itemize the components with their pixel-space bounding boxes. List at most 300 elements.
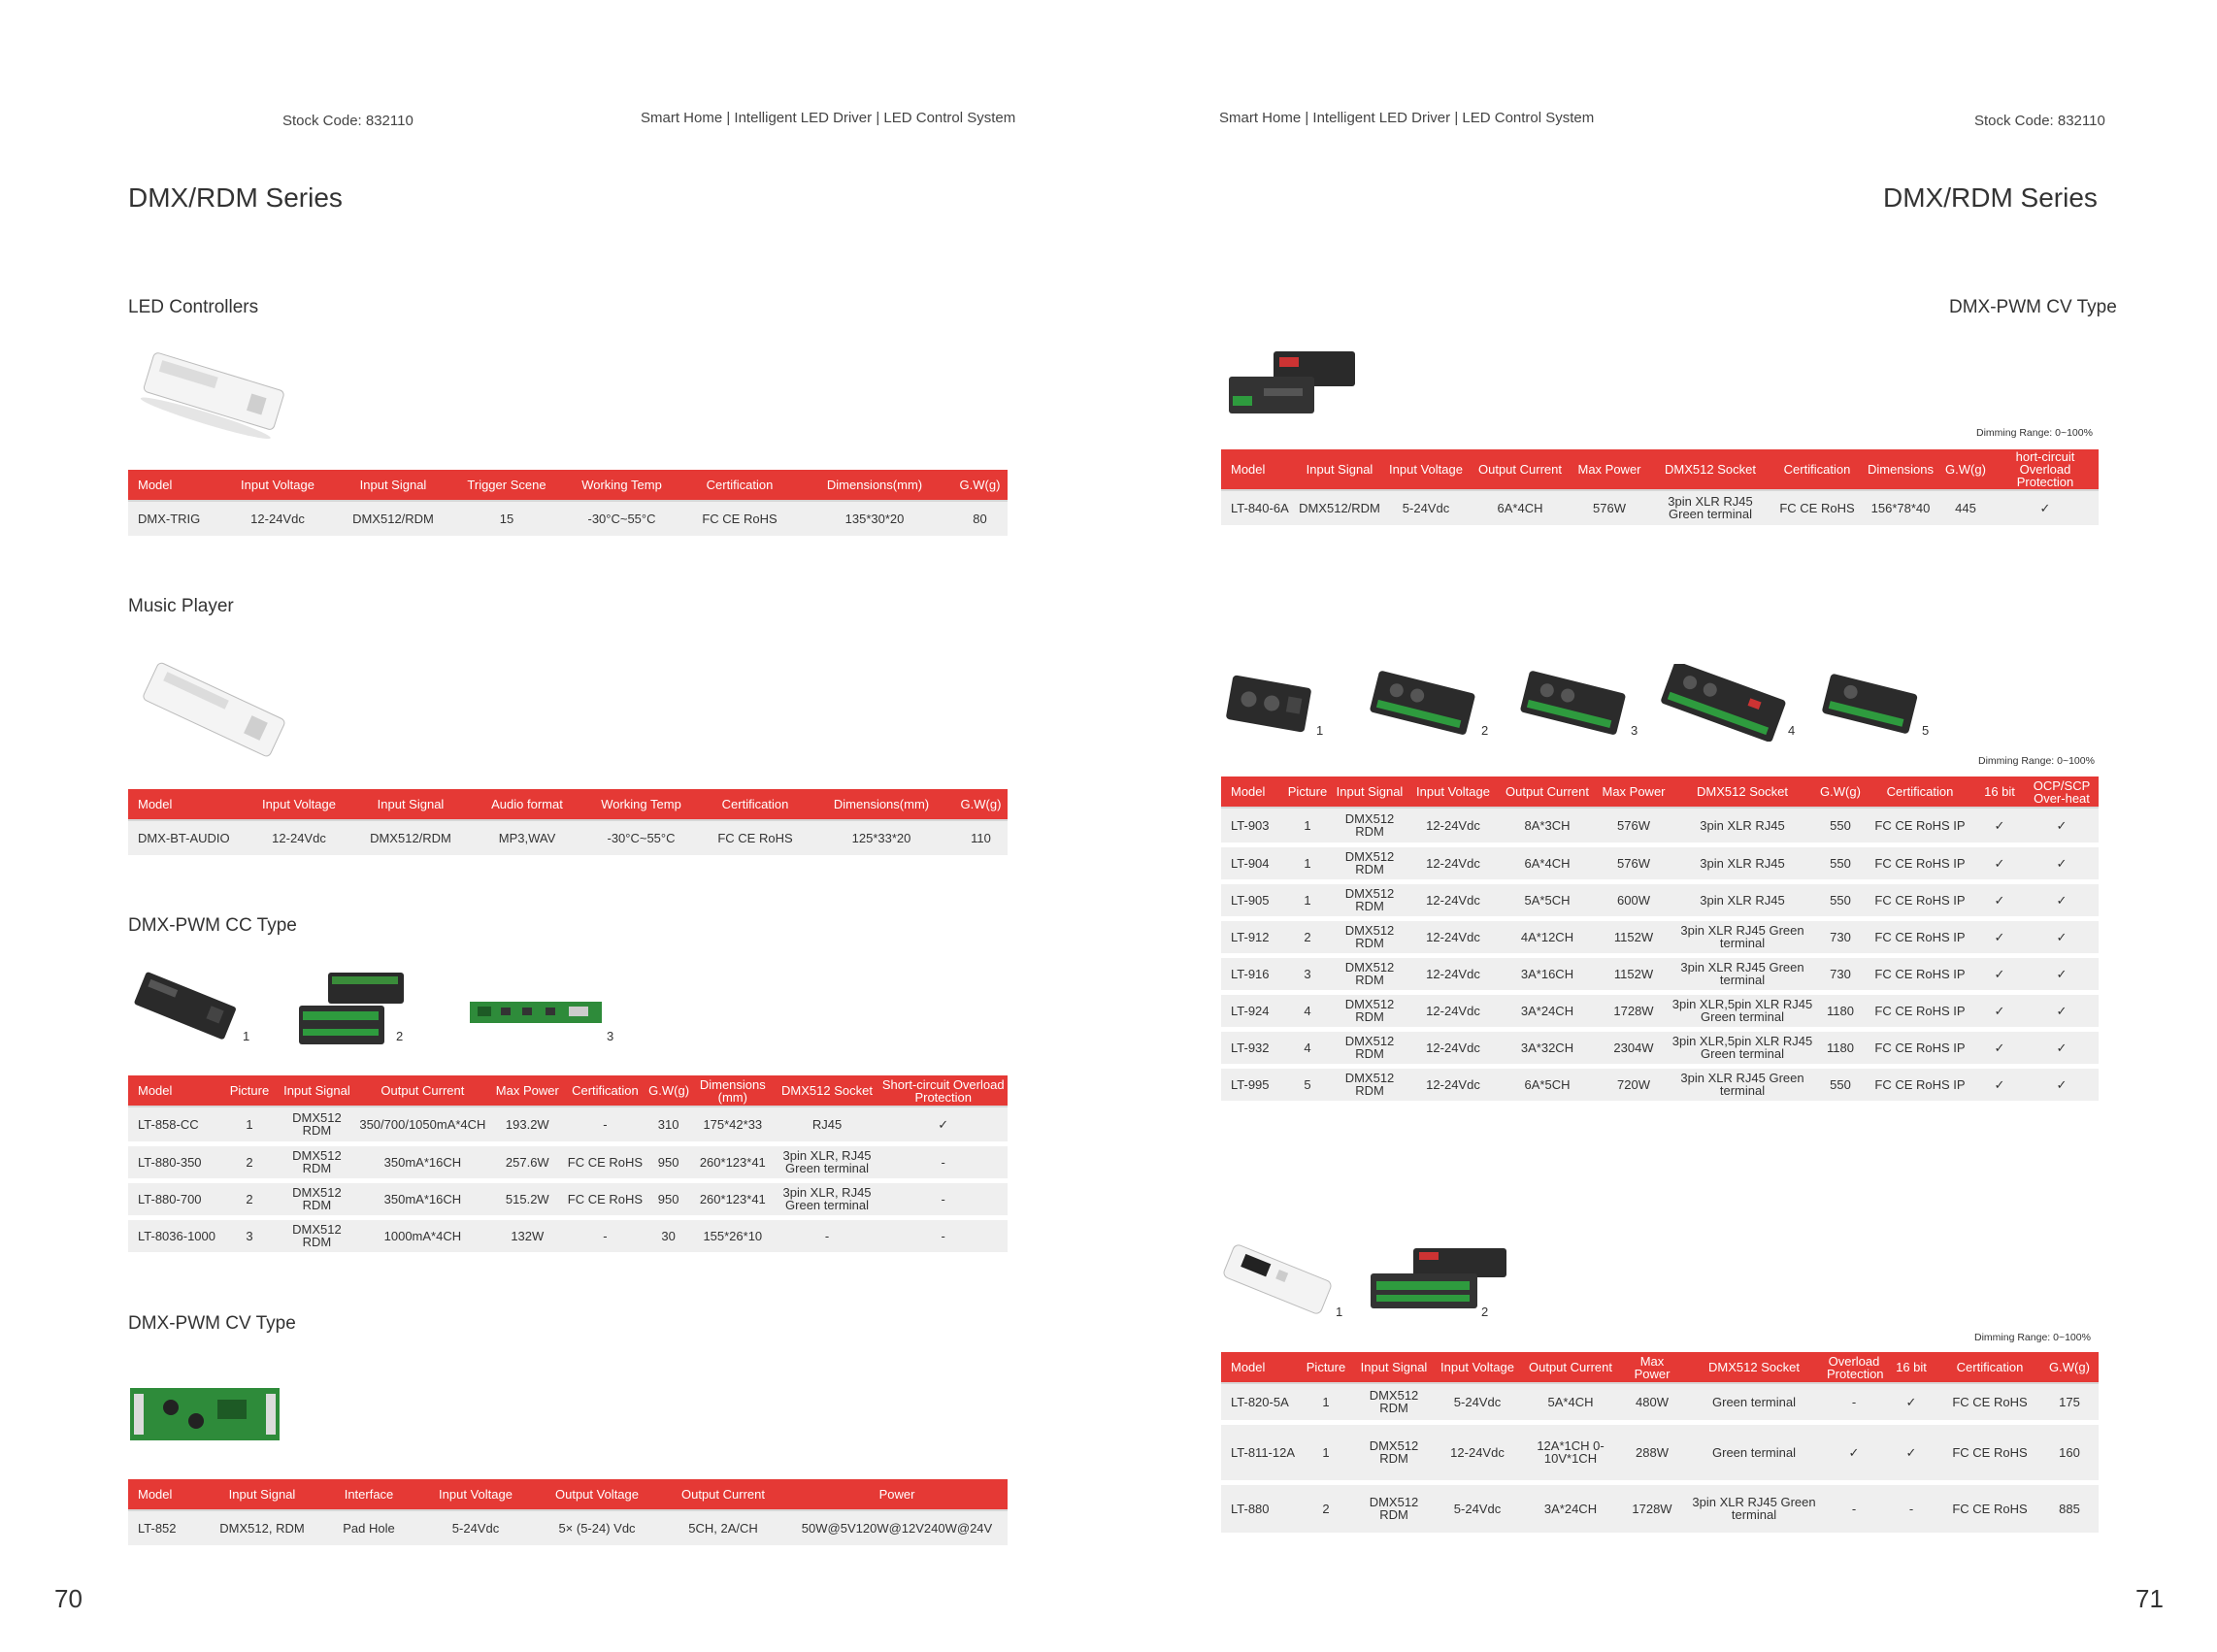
table-cell: 3pin XLR,5pin XLR RJ45 Green terminal [1670, 1029, 1815, 1066]
table-cell: - [776, 1217, 879, 1254]
col-header: Input Voltage [1435, 1352, 1520, 1383]
table-cell: 1180 [1815, 992, 1866, 1029]
table-cell: 175 [2040, 1383, 2099, 1422]
col-header: G.W(g) [1939, 449, 1992, 490]
table-cell: 2 [1299, 1482, 1353, 1535]
table-cell: 5-24Vdc [1435, 1383, 1520, 1422]
table-cell: 6A*5CH [1497, 1066, 1598, 1103]
table-cell: 12-24Vdc [1409, 1029, 1497, 1066]
col-header: Input Voltage [1382, 449, 1470, 490]
table-cell: 12-24Vdc [1409, 1066, 1497, 1103]
col-header: DMX512 Socket [1683, 1352, 1825, 1383]
dimming-range: Dimming Range: 0~100% [1978, 755, 2095, 767]
table-cell: 480W [1621, 1383, 1683, 1422]
picture-label: 2 [1481, 723, 1489, 738]
table-row [1221, 955, 2099, 992]
cc-product-image-1 [131, 967, 238, 1049]
table-cell: 125*33*20 [809, 820, 954, 857]
table-cell: ✓ [1974, 992, 2025, 1029]
table-cell: 4A*12CH [1497, 918, 1598, 955]
col-header: DMX512 Socket [776, 1075, 879, 1107]
table-cell: FC CE RoHS [564, 1143, 646, 1180]
table-cell: DMX512 RDM [1330, 992, 1409, 1029]
table-cell: 2 [219, 1143, 280, 1180]
table-cell: 3pin XLR RJ45 [1670, 844, 1815, 881]
section-title-cv-type: DMX-PWM CV Type [1949, 297, 2117, 317]
table-cell: LT-903 [1221, 808, 1285, 844]
table-cell: 260*123*41 [690, 1143, 776, 1180]
lt-903-product-image [1225, 670, 1312, 738]
col-header: Output Current [354, 1075, 491, 1107]
table-cell: 1 [1285, 881, 1330, 918]
table-cell: 12A*1CH 0-10V*1CH [1520, 1422, 1621, 1482]
table-cell: 1728W [1621, 1482, 1683, 1535]
table-cell: FC CE RoHS [1939, 1383, 2040, 1422]
col-header: Input Voltage [221, 470, 334, 501]
table-cell: 12-24Vdc [1409, 955, 1497, 992]
table-cell: 1 [1299, 1383, 1353, 1422]
table-row [1221, 992, 2099, 1029]
col-header: Output Voltage [534, 1479, 660, 1510]
table-row [1221, 881, 2099, 918]
table-cell: DMX512/RDM [1297, 490, 1382, 527]
table-cell: FC CE RoHS [682, 501, 797, 538]
table-row [128, 1143, 1008, 1180]
table-cell: DMX512 RDM [1353, 1422, 1435, 1482]
table-cell: 730 [1815, 918, 1866, 955]
table-row [128, 1217, 1008, 1254]
table-cell: ✓ [1974, 918, 2025, 955]
nav-led-control-system[interactable]: LED Control System [1462, 110, 1595, 126]
table-cell: 3A*16CH [1497, 955, 1598, 992]
nav-intelligent-led-driver[interactable]: Intelligent LED Driver [734, 110, 873, 126]
table-cell: DMX512 RDM [1330, 881, 1409, 918]
table-cell: 12-24Vdc [1409, 844, 1497, 881]
col-header: Output Current [660, 1479, 786, 1510]
section-title-music-player: Music Player [128, 596, 234, 616]
table-cell: 12-24Vdc [1435, 1422, 1520, 1482]
table-cell: 15 [452, 501, 561, 538]
table-cell: 8A*3CH [1497, 808, 1598, 844]
table-cell: 3pin XLR RJ45 Green terminal [1670, 918, 1815, 955]
section-title-cv-type: DMX-PWM CV Type [128, 1313, 296, 1334]
col-header: Picture [1299, 1352, 1353, 1383]
table-row [1221, 844, 2099, 881]
table-cell: 550 [1815, 1066, 1866, 1103]
lt-880-product-image [1367, 1244, 1512, 1314]
col-header: G.W(g) [646, 1075, 690, 1107]
table-row [1221, 1482, 2099, 1535]
table-cell: ✓ [2025, 881, 2099, 918]
table-cell: FC CE RoHS [1939, 1482, 2040, 1535]
table-cell: 550 [1815, 808, 1866, 844]
section-title-cc-type: DMX-PWM CC Type [128, 915, 297, 936]
col-header: Certification [1866, 776, 1974, 808]
section-title-led-controllers: LED Controllers [128, 297, 259, 317]
table-row [128, 1180, 1008, 1217]
table-cell: DMX512 RDM [1330, 918, 1409, 955]
col-header: Picture [219, 1075, 280, 1107]
col-header: Dimensions (mm) [690, 1075, 776, 1107]
table-cell: LT-811-12A [1221, 1422, 1299, 1482]
table-cell: 576W [1598, 808, 1670, 844]
table-cell: LT-912 [1221, 918, 1285, 955]
table-row [128, 501, 1008, 538]
picture-label: 4 [1788, 723, 1796, 738]
col-header: Output Current [1470, 449, 1571, 490]
table-cell: DMX-BT-AUDIO [128, 820, 250, 857]
table-cell: 3pin XLR, RJ45 Green terminal [776, 1180, 879, 1217]
col-header: DMX512 Socket [1648, 449, 1772, 490]
table-cell: LT-880-700 [128, 1180, 219, 1217]
dimming-range: Dimming Range: 0~100% [1976, 427, 2093, 439]
table-cell: FC CE RoHS [564, 1180, 646, 1217]
col-header: Input Voltage [417, 1479, 534, 1510]
table-cell: 3pin XLR, RJ45 Green terminal [776, 1143, 879, 1180]
table-cell: 12-24Vdc [1409, 992, 1497, 1029]
col-header: Max Power [1571, 449, 1648, 490]
col-header: Working Temp [561, 470, 682, 501]
lt-916-product-image [1519, 670, 1626, 740]
page-number: 70 [54, 1584, 83, 1613]
table-cell: FC CE RoHS IP [1866, 808, 1974, 844]
table-cell: 3 [1285, 955, 1330, 992]
table-cell: 1 [1285, 844, 1330, 881]
picture-label: 2 [396, 1029, 404, 1043]
lt-924-product-image [1660, 664, 1786, 742]
table-cell: DMX512 RDM [1330, 844, 1409, 881]
picture-label: 5 [1922, 723, 1930, 738]
col-header: Certification [682, 470, 797, 501]
table-cell: DMX512 RDM [280, 1107, 354, 1143]
table-cell: RJ45 [776, 1107, 879, 1143]
col-header: Max Power [491, 1075, 564, 1107]
col-header: Working Temp [580, 789, 702, 820]
col-header: Audio format [474, 789, 580, 820]
lt-912-product-image [1369, 670, 1475, 740]
table-row [1221, 918, 2099, 955]
table-cell: 257.6W [491, 1143, 564, 1180]
table-cell: - [1825, 1383, 1883, 1422]
table-cell: 350mA*16CH [354, 1143, 491, 1180]
col-header: G.W(g) [952, 470, 1008, 501]
table-cell: DMX512/RDM [334, 501, 452, 538]
col-header: OCP/SCP Over-heat [2025, 776, 2099, 808]
col-header: Certification [1772, 449, 1862, 490]
col-header: Input Voltage [1409, 776, 1497, 808]
table-cell: - [878, 1143, 1008, 1180]
table-cell: LT-916 [1221, 955, 1285, 992]
page-number: 71 [2135, 1584, 2164, 1613]
table-cell: FC CE RoHS IP [1866, 918, 1974, 955]
col-header: Certification [564, 1075, 646, 1107]
table-cell: 600W [1598, 881, 1670, 918]
table-cell: 730 [1815, 955, 1866, 992]
table-cell: ✓ [1825, 1422, 1883, 1482]
col-header: Input Signal [347, 789, 474, 820]
table-cell: 3 [219, 1217, 280, 1254]
table-cell: 12-24Vdc [1409, 808, 1497, 844]
table-cell: FC CE RoHS IP [1866, 992, 1974, 1029]
table-cell: DMX512 RDM [280, 1180, 354, 1217]
table-cell: Green terminal [1683, 1383, 1825, 1422]
rdm-decoders-table [1221, 776, 2099, 1106]
col-header: Dimensions [1862, 449, 1939, 490]
col-header: Trigger Scene [452, 470, 561, 501]
col-header: Input Signal [204, 1479, 320, 1510]
col-header: Output Current [1497, 776, 1598, 808]
table-cell: 3A*24CH [1520, 1482, 1621, 1535]
cc-product-image-3 [468, 998, 604, 1027]
table-cell: 1 [219, 1107, 280, 1143]
table-cell: LT-924 [1221, 992, 1285, 1029]
header-nav: Smart Home | Intelligent LED Driver | LED Control System [641, 110, 1016, 126]
table-cell: ✓ [2025, 955, 2099, 992]
table-cell: ✓ [2025, 1066, 2099, 1103]
table-cell: 350mA*16CH [354, 1180, 491, 1217]
table-cell: 5A*5CH [1497, 881, 1598, 918]
table-cell: 5-24Vdc [1435, 1482, 1520, 1535]
table-cell: ✓ [1974, 844, 2025, 881]
table-cell: 260*123*41 [690, 1180, 776, 1217]
table-cell: FC CE RoHS IP [1866, 1029, 1974, 1066]
col-header: Power [786, 1479, 1008, 1510]
table-cell: FC CE RoHS IP [1866, 1066, 1974, 1103]
col-header: G.W(g) [2040, 1352, 2099, 1383]
col-header: Model [128, 789, 250, 820]
table-cell: LT-852 [128, 1510, 204, 1547]
table-cell: FC CE RoHS [1772, 490, 1862, 527]
table-cell: LT-840-6A [1221, 490, 1297, 527]
table-cell: 156*78*40 [1862, 490, 1939, 527]
table-cell: 3pin XLR RJ45 Green terminal [1670, 1066, 1815, 1103]
table-cell: 80 [952, 501, 1008, 538]
table-cell: 5 [1285, 1066, 1330, 1103]
table-cell: DMX512 RDM [1330, 955, 1409, 992]
picture-label: 3 [1631, 723, 1638, 738]
table-cell: - [1883, 1482, 1939, 1535]
picture-label: 1 [243, 1029, 250, 1043]
table-cell: LT-820-5A [1221, 1383, 1299, 1422]
table-cell: 1152W [1598, 955, 1670, 992]
table-cell: 12-24Vdc [1409, 918, 1497, 955]
table-cell: 6A*4CH [1470, 490, 1571, 527]
table-cell: DMX512 RDM [1330, 1066, 1409, 1103]
table-cell: 6A*4CH [1497, 844, 1598, 881]
col-header: Model [1221, 449, 1297, 490]
cc-type-table [128, 1075, 1008, 1257]
lt-995-product-image [1821, 670, 1918, 740]
col-header: Model [1221, 1352, 1299, 1383]
table-cell: 350/700/1050mA*4CH [354, 1107, 491, 1143]
col-header: G.W(g) [954, 789, 1008, 820]
table-cell: LT-904 [1221, 844, 1285, 881]
table-cell: LT-8036-1000 [128, 1217, 219, 1254]
table-cell: ✓ [1974, 881, 2025, 918]
table-cell: 445 [1939, 490, 1992, 527]
table-row [1221, 490, 2099, 527]
nav-intelligent-led-driver[interactable]: Intelligent LED Driver [1312, 110, 1451, 126]
cv-type-table-left [128, 1479, 1008, 1550]
table-cell: 885 [2040, 1482, 2099, 1535]
table-cell: DMX512 RDM [1330, 808, 1409, 844]
table-cell: LT-880-350 [128, 1143, 219, 1180]
table-cell: - [1825, 1482, 1883, 1535]
table-cell: 3pin XLR RJ45 Green terminal [1683, 1482, 1825, 1535]
table-cell: 193.2W [491, 1107, 564, 1143]
table-cell: ✓ [878, 1107, 1008, 1143]
table-cell: Green terminal [1683, 1422, 1825, 1482]
table-cell: 175*42*33 [690, 1107, 776, 1143]
col-header: Picture [1285, 776, 1330, 808]
col-header: 16 bit [1974, 776, 2025, 808]
nav-smart-home[interactable]: Smart Home [1219, 110, 1302, 126]
table-cell: 1180 [1815, 1029, 1866, 1066]
col-header: Certification [1939, 1352, 2040, 1383]
table-cell: ✓ [1992, 490, 2099, 527]
table-cell: FC CE RoHS [1939, 1422, 2040, 1482]
table-cell: ✓ [2025, 844, 2099, 881]
table-cell: DMX512 RDM [1353, 1383, 1435, 1422]
table-cell: - [878, 1217, 1008, 1254]
table-cell: 2304W [1598, 1029, 1670, 1066]
table-cell: 720W [1598, 1066, 1670, 1103]
dimming-range: Dimming Range: 0~100% [1974, 1332, 2091, 1343]
nav-smart-home[interactable]: Smart Home [641, 110, 723, 126]
col-header: Input Signal [1353, 1352, 1435, 1383]
table-cell: ✓ [2025, 992, 2099, 1029]
table-cell: ✓ [1883, 1422, 1939, 1482]
table-row [1221, 1029, 2099, 1066]
table-cell: 12-24Vdc [1409, 881, 1497, 918]
table-cell: DMX-TRIG [128, 501, 221, 538]
table-cell: DMX512 RDM [280, 1217, 354, 1254]
lt-820-product-image [1219, 1240, 1336, 1318]
col-header: Input Signal [1297, 449, 1382, 490]
nav-led-control-system[interactable]: LED Control System [883, 110, 1016, 126]
table-cell: 135*30*20 [797, 501, 952, 538]
table-cell: 3pin XLR,5pin XLR RJ45 Green terminal [1670, 992, 1815, 1029]
table-cell: 288W [1621, 1422, 1683, 1482]
table-cell: LT-932 [1221, 1029, 1285, 1066]
table-cell: 1152W [1598, 918, 1670, 955]
col-header: Max Power [1621, 1352, 1683, 1383]
col-header: Dimensions(mm) [809, 789, 954, 820]
table-cell: 576W [1571, 490, 1648, 527]
table-cell: 550 [1815, 881, 1866, 918]
table-cell: 3pin XLR RJ45 [1670, 808, 1815, 844]
table-cell: -30°C~55°C [561, 501, 682, 538]
table-cell: 310 [646, 1107, 690, 1143]
series-title: DMX/RDM Series [128, 182, 343, 213]
table-cell: 132W [491, 1217, 564, 1254]
table-cell: DMX512 RDM [1330, 1029, 1409, 1066]
table-cell: ✓ [1883, 1383, 1939, 1422]
col-header: Certification [702, 789, 809, 820]
table-cell: MP3,WAV [474, 820, 580, 857]
col-header: Model [128, 470, 221, 501]
table-cell: 5A*4CH [1520, 1383, 1621, 1422]
table-cell: 30 [646, 1217, 690, 1254]
table-cell: ✓ [1974, 955, 2025, 992]
table-cell: 3pin XLR RJ45 Green terminal [1670, 955, 1815, 992]
table-cell: 3A*24CH [1497, 992, 1598, 1029]
table-cell: LT-858-CC [128, 1107, 219, 1143]
table-cell: 12-24Vdc [221, 501, 334, 538]
table-cell: Pad Hole [320, 1510, 417, 1547]
table-cell: 950 [646, 1180, 690, 1217]
stock-code: Stock Code: 832110 [282, 113, 414, 129]
table-cell: ✓ [1974, 808, 2025, 844]
col-header: DMX512 Socket [1670, 776, 1815, 808]
table-cell: 160 [2040, 1422, 2099, 1482]
table-cell: ✓ [1974, 1029, 2025, 1066]
table-row [128, 1510, 1008, 1547]
table-cell: - [564, 1107, 646, 1143]
table-row [1221, 808, 2099, 844]
col-header: Model [128, 1479, 204, 1510]
table-cell: FC CE RoHS [702, 820, 809, 857]
table-row [128, 820, 1008, 857]
table-cell: 12-24Vdc [250, 820, 347, 857]
cv-board-product-image [128, 1386, 281, 1442]
table-cell: -30°C~55°C [580, 820, 702, 857]
col-header: Overload Protection [1825, 1352, 1883, 1383]
table-cell: 550 [1815, 844, 1866, 881]
table3 [1221, 1352, 2099, 1537]
table-row [1221, 1422, 2099, 1482]
table-cell: LT-880 [1221, 1482, 1299, 1535]
led-controllers-table [128, 470, 1008, 541]
table-cell: 50W@5V120W@12V240W@24V [786, 1510, 1008, 1547]
col-header: 16 bit [1883, 1352, 1939, 1383]
table-cell: DMX512 RDM [280, 1143, 354, 1180]
table-cell: LT-905 [1221, 881, 1285, 918]
cc-product-image-2 [293, 969, 410, 1054]
table-cell: 5-24Vdc [1382, 490, 1470, 527]
table-cell: 110 [954, 820, 1008, 857]
table-cell: 5× (5-24) Vdc [534, 1510, 660, 1547]
table-cell: DMX512/RDM [347, 820, 474, 857]
table-cell: FC CE RoHS IP [1866, 844, 1974, 881]
col-header: Input Voltage [250, 789, 347, 820]
table-cell: 2 [219, 1180, 280, 1217]
music-player-table [128, 789, 1008, 860]
table-cell: 5-24Vdc [417, 1510, 534, 1547]
col-header: Model [1221, 776, 1285, 808]
table-cell: FC CE RoHS IP [1866, 955, 1974, 992]
table-cell: ✓ [2025, 1029, 2099, 1066]
table-cell: LT-995 [1221, 1066, 1285, 1103]
table-cell: 3pin XLR RJ45 [1670, 881, 1815, 918]
table-cell: 1000mA*4CH [354, 1217, 491, 1254]
table-cell: - [878, 1180, 1008, 1217]
picture-label: 3 [607, 1029, 614, 1043]
stock-code: Stock Code: 832110 [1974, 113, 2105, 129]
table-cell: 1 [1285, 808, 1330, 844]
col-header: G.W(g) [1815, 776, 1866, 808]
table-row [128, 1107, 1008, 1143]
picture-label: 1 [1336, 1305, 1343, 1319]
lt-840-product-image [1225, 349, 1361, 419]
col-header: hort-circuit Overload Protection [1992, 449, 2099, 490]
col-header: Model [128, 1075, 219, 1107]
col-header: Input Signal [334, 470, 452, 501]
table-row [1221, 1383, 2099, 1422]
col-header: Max Power [1598, 776, 1670, 808]
table-cell: DMX512, RDM [204, 1510, 320, 1547]
table-cell: ✓ [2025, 918, 2099, 955]
